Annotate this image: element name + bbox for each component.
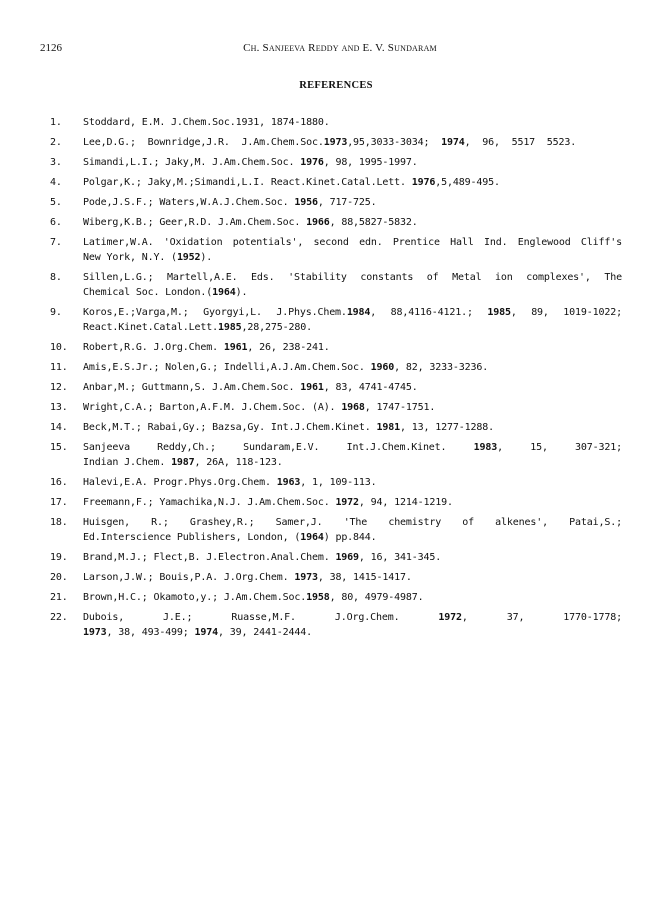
reference-number: 2.: [50, 137, 62, 148]
reference-number: 13.: [50, 402, 68, 413]
reference-item: [50, 360, 622, 375]
reference-number: 3.: [50, 157, 62, 168]
reference-number: 16.: [50, 477, 68, 488]
reference-item: [50, 550, 622, 565]
reference-list: [50, 115, 622, 645]
reference-text-line: Halevi,E.A. Progr.Phys.Org.Chem. 1963, 1, 109-113.: [83, 477, 377, 488]
reference-number: 10.: [50, 342, 68, 353]
reference-number: 19.: [50, 552, 68, 563]
reference-text-line: Stoddard, E.M. J.Chem.Soc.1931, 1874-1880.: [83, 117, 330, 128]
reference-text-line: React.Kinet.Catal.Lett.1985,28,275-280.: [83, 322, 312, 333]
reference-item: [50, 135, 622, 150]
reference-item: [50, 195, 622, 210]
reference-item: [50, 475, 622, 490]
reference-number: 20.: [50, 572, 68, 583]
reference-item: [50, 590, 622, 605]
reference-text-line: Anbar,M.; Guttmann,S. J.Am.Chem.Soc. 1961, 83, 4741-4745.: [83, 382, 418, 393]
reference-item: [50, 340, 622, 355]
reference-item: [50, 215, 622, 230]
reference-item: [50, 495, 622, 510]
reference-item: [50, 570, 622, 585]
reference-number: 7.: [50, 237, 62, 248]
reference-number: 6.: [50, 217, 62, 228]
reference-text-line: Ed.Interscience Publishers, London, (1964) pp.844.: [83, 532, 377, 543]
reference-text-line: New York, N.Y. (1952).: [83, 252, 213, 263]
reference-text-line: Brand,M.J.; Flect,B. J.Electron.Anal.Chem. 1969, 16, 341-345.: [83, 552, 442, 563]
reference-text-line: Indian J.Chem. 1987, 26A, 118-123.: [83, 457, 283, 468]
running-head: Ch. Sanjeeva Reddy and E. V. Sundaram: [243, 42, 437, 54]
reference-number: 17.: [50, 497, 68, 508]
reference-item: [50, 115, 622, 130]
reference-number: 9.: [50, 307, 62, 318]
reference-text-line: Huisgen, R.; Grashey,R.; Samer,J. 'The chemistry of alkenes', Patai,S.;: [83, 517, 622, 528]
reference-item: [50, 400, 622, 415]
reference-text-line: Wright,C.A.; Barton,A.F.M. J.Chem.Soc. (A). 1968, 1747-1751.: [83, 402, 436, 413]
reference-text-line: Koros,E.;Varga,M.; Gyorgyi,L. J.Phys.Chem.1984, 88,4116-4121.; 1985, 89, 1019-1022;: [83, 307, 622, 318]
page-number: 2126: [40, 42, 62, 54]
reference-number: 22.: [50, 612, 68, 623]
reference-item: [50, 440, 622, 470]
reference-number: 14.: [50, 422, 68, 433]
reference-item: [50, 610, 622, 640]
reference-text-line: Chemical Soc. London.(1964).: [83, 287, 248, 298]
reference-text-line: Larson,J.W.; Bouis,P.A. J.Org.Chem. 1973, 38, 1415-1417.: [83, 572, 412, 583]
reference-text-line: Pode,J.S.F.; Waters,W.A.J.Chem.Soc. 1956, 717-725.: [83, 197, 377, 208]
reference-item: [50, 420, 622, 435]
reference-text-line: Lee,D.G.; Bownridge,J.R. J.Am.Chem.Soc.1973,95,3033-3034; 1974, 96, 5517 5523.: [83, 137, 577, 148]
reference-number: 8.: [50, 272, 62, 283]
reference-text-line: Dubois, J.E.; Ruasse,M.F. J.Org.Chem. 1972, 37, 1770-1778;: [83, 612, 622, 623]
reference-number: 12.: [50, 382, 68, 393]
reference-number: 18.: [50, 517, 68, 528]
reference-text-line: Robert,R.G. J.Org.Chem. 1961, 26, 238-241.: [83, 342, 330, 353]
reference-text-line: Wiberg,K.B.; Geer,R.D. J.Am.Chem.Soc. 1966, 88,5827-5832.: [83, 217, 418, 228]
reference-number: 4.: [50, 177, 62, 188]
reference-number: 21.: [50, 592, 68, 603]
reference-text-line: Amis,E.S.Jr.; Nolen,G.; Indelli,A.J.Am.Chem.Soc. 1960, 82, 3233-3236.: [83, 362, 489, 373]
reference-text-line: Beck,M.T.; Rabai,Gy.; Bazsa,Gy. Int.J.Chem.Kinet. 1981, 13, 1277-1288.: [83, 422, 494, 433]
reference-text-line: Simandi,L.I.; Jaky,M. J.Am.Chem.Soc. 1976, 98, 1995-1997.: [83, 157, 418, 168]
reference-number: 11.: [50, 362, 68, 373]
reference-item: [50, 235, 622, 265]
reference-text-line: 1973, 38, 493-499; 1974, 39, 2441-2444.: [83, 627, 312, 638]
reference-text-line: Sillen,L.G.; Martell,A.E. Eds. 'Stability constants of Metal ion complexes', The: [83, 272, 622, 283]
reference-item: [50, 270, 622, 300]
reference-number: 1.: [50, 117, 62, 128]
reference-item: [50, 175, 622, 190]
reference-number: 15.: [50, 442, 68, 453]
reference-text-line: Latimer,W.A. 'Oxidation potentials', second edn. Prentice Hall Ind. Englewood Cliff's: [83, 237, 622, 248]
reference-text-line: Sanjeeva Reddy,Ch.; Sundaram,E.V. Int.J.Chem.Kinet. 1983, 15, 307-321;: [83, 442, 622, 453]
reference-text-line: Freemann,F.; Yamachika,N.J. J.Am.Chem.Soc. 1972, 94, 1214-1219.: [83, 497, 453, 508]
reference-text-line: Polgar,K.; Jaky,M.;Simandi,L.I. React.Kinet.Catal.Lett. 1976,5,489-495.: [83, 177, 500, 188]
reference-item: [50, 515, 622, 545]
section-title: REFERENCES: [299, 80, 373, 91]
reference-item: [50, 305, 622, 335]
reference-item: [50, 155, 622, 170]
reference-number: 5.: [50, 197, 62, 208]
page-header: [40, 42, 640, 58]
reference-text-line: Brown,H.C.; Okamoto,y.; J.Am.Chem.Soc.1958, 80, 4979-4987.: [83, 592, 424, 603]
reference-item: [50, 380, 622, 395]
